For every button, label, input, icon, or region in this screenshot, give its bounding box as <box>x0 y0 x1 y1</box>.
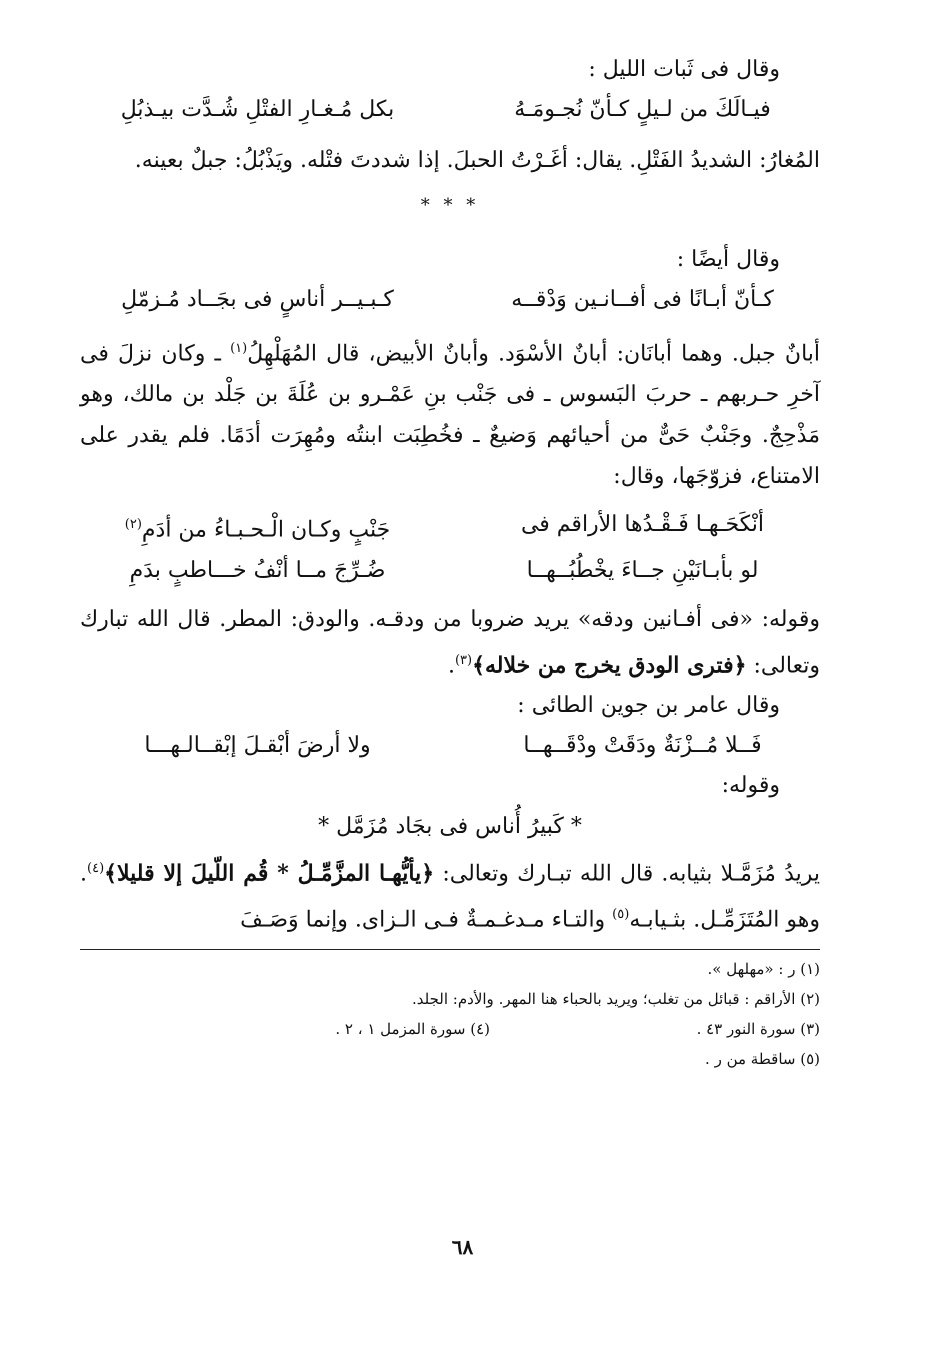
paragraph-text: أبانٌ جبل. وهما أبانَان: أبانٌ الأسْوَد. وأبانٌ الأبيض، قال المُهَلْهِلُ <box>247 341 821 367</box>
verse-second-hemistich: كـبـيــر أناسٍ فى بجَــاد مُـزمّلِ <box>121 287 394 312</box>
paragraph-text: ـ وكان نزلَ فى آخرِ حـربهم ـ حربَ البَسوس ـ فى جَنْب بنِ عَمْـرو بن عُلَةَ بن جَلْد بن مالك، وهو مَذْحِجٌ. وجَنْبٌ حَىٌّ من أحيائهم وَضيعٌ ـ فخُطِبَت ابنتُه ومُهِرَت أدَمًا. فلم يقدر على الامتناع، فزوّجَها، وقال: <box>80 341 820 490</box>
verse-line <box>80 280 820 320</box>
footnote: (٣) سورة النور ٤٣ . <box>696 1019 820 1038</box>
commentary-paragraph: المُغارُ: الشديدُ الفَتْلِ. يقال: أغَـرْتُ الحبلَ. إذا شددتَ فتْله. ويَذْبُلُ: جبلٌ بعينه. <box>134 148 820 173</box>
quoted-hemistich: * كَبيرُ أُناس فى بجَاد مُزَمَّل * <box>318 813 582 839</box>
page-number: ٦٨ <box>451 1235 474 1259</box>
verse-first-hemistich: كـأنّ أبـانًا فى أفــانـين وَدْقــه <box>511 287 774 312</box>
verse-intro: وقوله: <box>721 772 780 798</box>
footnote: (٢) الأراقم : قبائل من تغلب؛ ويريد بالحباء هنا المهر. والأدم: الجلد. <box>412 989 820 1008</box>
verse-intro: وقال عامر بن جوين الطائى : <box>517 692 780 718</box>
hemistich-text: جَنْبٍ وكـان الْـحـبـاءُ من أدَمِ <box>141 517 391 543</box>
verse-first-hemistich: فيـالَكَ من لـيلٍ كـأنّ نُجـومَـهُ <box>514 97 771 122</box>
footnote: (٤) سورة المزمل ١ ، ٢ . <box>335 1019 490 1038</box>
paragraph-text: . <box>447 652 455 678</box>
paragraph-text: والتـاء مـدغـمـةٌ فـى الـزاى. وإنما وَصَـفَ <box>240 907 613 933</box>
footnote-marker: (٤) <box>87 860 105 876</box>
verse-second-hemistich: ضُـرِّجَ مــا أنْفُ خـــاطبٍ بدَمِ <box>129 557 386 583</box>
verse-first-hemistich: فَــلا مُــزْنَةٌ ودَقَتْ ودْقَــهــا <box>523 732 762 758</box>
paragraph-text: وقوله: «فى أفـانين ودقه» يريد ضروبا من ودقـه. والودق: المطر. قال الله تبارك وتعالى: <box>80 606 820 678</box>
footnote-row <box>80 1014 820 1044</box>
verse-first-hemistich: أنْكَحَـهـا فَـقْـدُها الأراقم فى <box>520 512 765 538</box>
footnote: (٥) ساقطة من ر . <box>705 1049 820 1068</box>
commentary-paragraph <box>80 848 820 941</box>
footnote-marker: (٢) <box>124 517 142 533</box>
footnote-marker: (٥) <box>612 907 630 923</box>
verse-line <box>80 90 820 130</box>
verse-second-hemistich: ولا أرضَ أبْقـلَ إبْقــالـهـــا <box>144 732 371 758</box>
verse-line <box>80 551 820 591</box>
footnotes <box>80 954 820 1074</box>
footnote-marker: (٣) <box>454 652 473 668</box>
quran-quote: ﴿يأيُّهـا المزَّمِّـلُ * قُم اللّيلَ إلا قليلا﴾ <box>104 860 435 887</box>
verse-second-hemistich: بكل مُـغـارِ الفتْلِ شُـدَّت بيـذبُلِ <box>120 97 395 122</box>
verse-second-hemistich <box>80 505 435 550</box>
verse-intro: وقال أيضًا : <box>676 247 780 272</box>
paragraph-text: . وهو المُتَزَمِّـل. بثـيابـه <box>80 861 820 933</box>
verse-line <box>80 726 820 766</box>
verse-first-hemistich: لو بأبـانَيْنِ جــاءَ يخْطُبُــهــا <box>526 557 759 583</box>
footnote-divider <box>80 949 820 950</box>
commentary-paragraph <box>80 599 820 686</box>
verse-intro: وقال فى ثَبات الليل : <box>588 57 780 82</box>
commentary-paragraph <box>80 328 820 497</box>
paragraph-text: يريدُ مُزَمَّـلا بثيابه. قال الله تبـارك وتعالى: <box>442 861 821 887</box>
page-body <box>80 50 820 1074</box>
quran-quote: ﴿فترى الودق يخرج من خلاله﴾ <box>472 651 747 678</box>
verse-line <box>80 505 820 550</box>
section-separator: * * * <box>420 195 480 216</box>
footnote: (١) ر : «مهلهل ». <box>707 959 820 978</box>
footnote-marker: (١) <box>230 341 248 356</box>
